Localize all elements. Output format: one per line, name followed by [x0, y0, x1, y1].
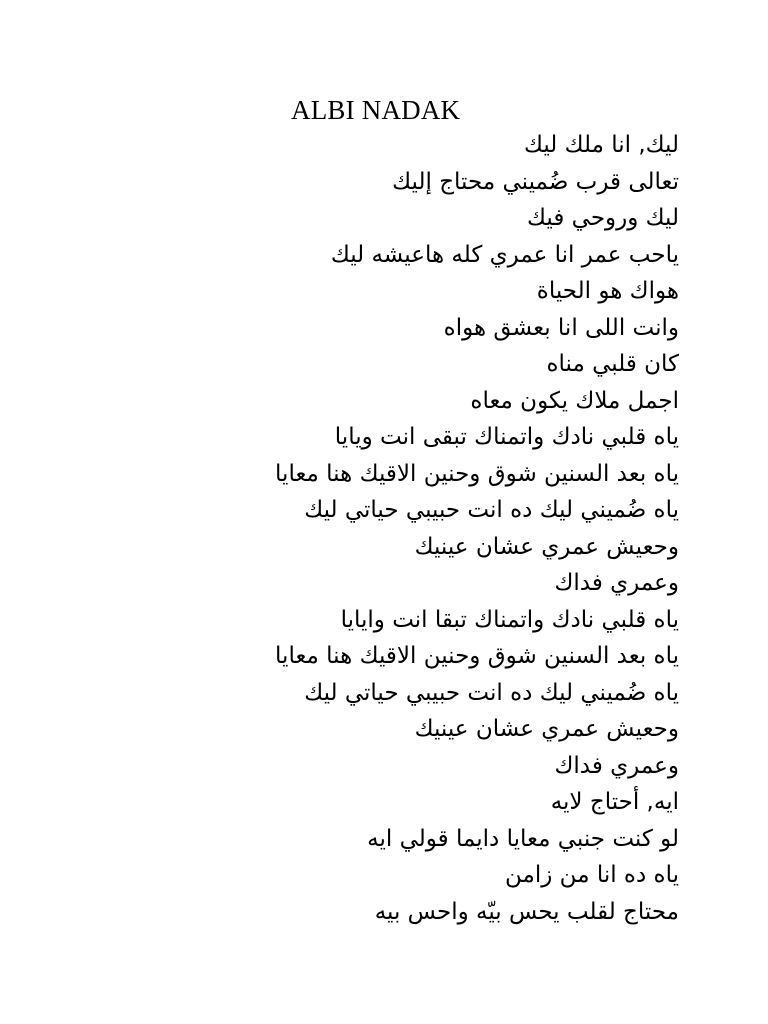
lyric-line: ياه بعد السنين شوق وحنين الاقيك هنا معايا — [275, 460, 679, 487]
lyric-line: لو كنت جنبي معايا دايما قولي ايه — [367, 825, 679, 852]
lyric-line: ياه قلبي نادك واتمناك تبقى انت ويايا — [334, 424, 679, 450]
lyric-line: ياه قلبي نادك واتمناك تبقا انت وايايا — [340, 606, 679, 633]
lyric-line: هواك هو الحياة — [536, 278, 679, 304]
lyric-line: محتاج لقلب يحس بيّه واحس بيه — [374, 898, 679, 925]
lyric-line: ياحب عمر انا عمري كله هاعيشه ليك — [330, 241, 679, 268]
lyric-line: ياه ده انا من زامن — [505, 862, 679, 888]
lyric-line: وحعيش عمري عشان عينيك — [414, 716, 679, 742]
lyrics-list — [219, 127, 679, 930]
lyric-line: اجمل ملاك يكون معاه — [470, 387, 679, 414]
lyric-line: ياه ضُميني ليك ده انت حبيبي حياتي ليك — [304, 497, 679, 523]
song-title: ALBI NADAK — [291, 95, 461, 125]
lyric-line: وانت اللى انا بعشق هواه — [443, 314, 679, 341]
lyric-line: ياه ضُميني ليك ده انت حبيبي حياتي ليك — [304, 679, 679, 706]
lyric-line: وعمري فداك — [554, 570, 679, 596]
lyric-line: تعالى قرب ضُميني محتاج إليك — [392, 168, 679, 195]
lyric-line: وحعيش عمري عشان عينيك — [414, 533, 679, 560]
lyric-line: ايه, أحتاج لايه — [550, 789, 679, 815]
lyric-line: ياه بعد السنين شوق وحنين الاقيك هنا معايا — [275, 643, 679, 669]
lyric-line: وعمري فداك — [554, 752, 679, 779]
lyric-line: ليك وروحي فيك — [527, 205, 679, 231]
lyric-line: ليك, انا ملك ليك — [523, 132, 679, 158]
lyric-line: كان قلبي مناه — [546, 351, 679, 377]
